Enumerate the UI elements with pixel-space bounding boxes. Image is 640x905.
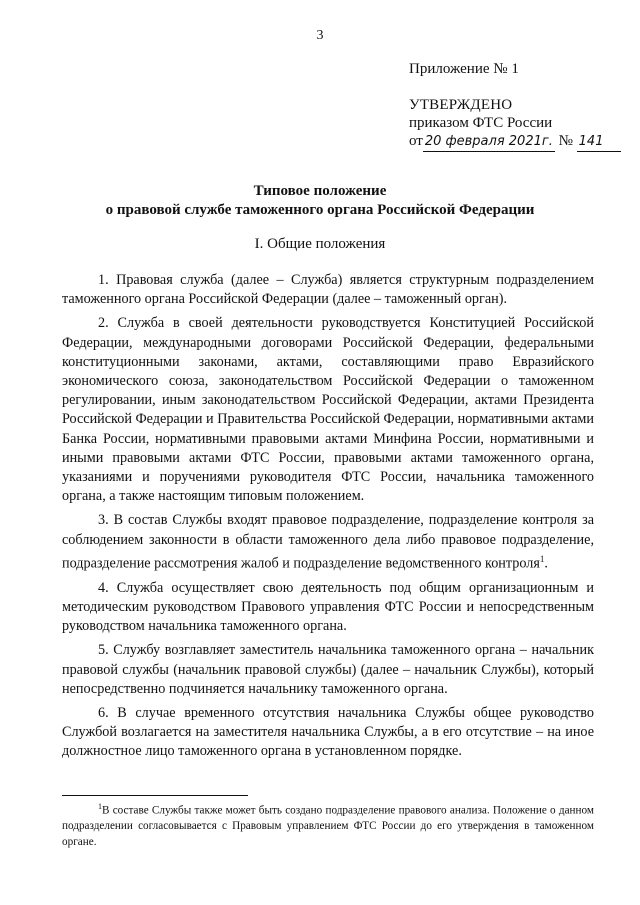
footnote-divider — [62, 795, 248, 796]
document-body — [62, 271, 594, 767]
order-of-label: приказом ФТС России — [409, 115, 553, 131]
order-number: 141 — [577, 133, 621, 152]
paragraph-5: 5. Службу возглавляет заместитель начальника таможенного органа – начальник правовой службы (начальник правовой службы) (далее – начальник Службы), который непосредственно подчиняется начальнику таможенного органа. — [62, 642, 594, 697]
approved-label: УТВЕРЖДЕНО — [409, 97, 513, 113]
title-line-1: Типовое положение — [253, 183, 387, 199]
number-sign: № — [558, 133, 573, 149]
paragraph-6: 6. В случае временного отсутствия начальника Службы общее руководство Службой возлагается на заместителя начальника Службы, а в его отсутствие – на иное должностное лицо таможенного органа в установленном порядке. — [62, 705, 594, 760]
document-title — [0, 182, 640, 220]
paragraph-3-end: . — [544, 555, 548, 572]
approval-block — [409, 60, 609, 152]
paragraph-4: 4. Служба осуществляет свою деятельность под общим организационным и методическим руководством Правового управления ФТС России и непосредственным руководством начальника таможенного органа. — [62, 579, 594, 635]
order-date: 20 февраля 2021г. — [423, 133, 555, 152]
order-date-line — [409, 132, 609, 152]
appendix-label: Приложение № 1 — [409, 61, 519, 77]
paragraph-3-text: 3. В состав Службы входят правовое подразделение, подразделение контроля за соблюдением законности в области таможенного дела либо правовое подразделение, подразделение рассмотрения жалоб и подразделение ведомственного контроля — [62, 512, 594, 572]
title-line-2: о правовой службе таможенного органа Российской Федерации — [105, 202, 535, 218]
footnote-text: В составе Службы также может быть создано подразделение правового анализа. Положение о данном подразделении согласовывается с Правовым управлением ФТС России до его утверждения в таможенном органе. — [62, 804, 594, 848]
page-number: 3 — [316, 28, 324, 43]
from-label: от — [409, 133, 423, 149]
footnote-marker: 1 — [98, 802, 102, 811]
paragraph-3 — [62, 511, 594, 573]
footnote — [62, 799, 594, 850]
footnote-reference: 1 — [539, 553, 545, 564]
paragraph-2: 2. Служба в своей деятельности руководствуется Конституцией Российской Федерации, международными договорами Российской Федерации, федеральными конституционными законами, актами, составляющими право Евразийского экономического союза, законодательством Российской Федерации о таможенном регулировании, иным законодательством Российской Федерации, актами Президента Российской Федерации и Правительства Российской Федерации, нормативными актами Банка России, нормативными правовыми актами Минфина России, нормативными и иными правовыми актами ФТС России, правовыми актами таможенного органа, указаниями и поручениями руководителя ФТС России, начальника таможенного органа, а также настоящим типовым положением. — [62, 315, 594, 505]
section-heading: I. Общие положения — [254, 236, 386, 252]
paragraph-1: 1. Правовая служба (далее – Служба) является структурным подразделением таможенного органа Российской Федерации (далее – таможенный орган). — [62, 272, 594, 308]
